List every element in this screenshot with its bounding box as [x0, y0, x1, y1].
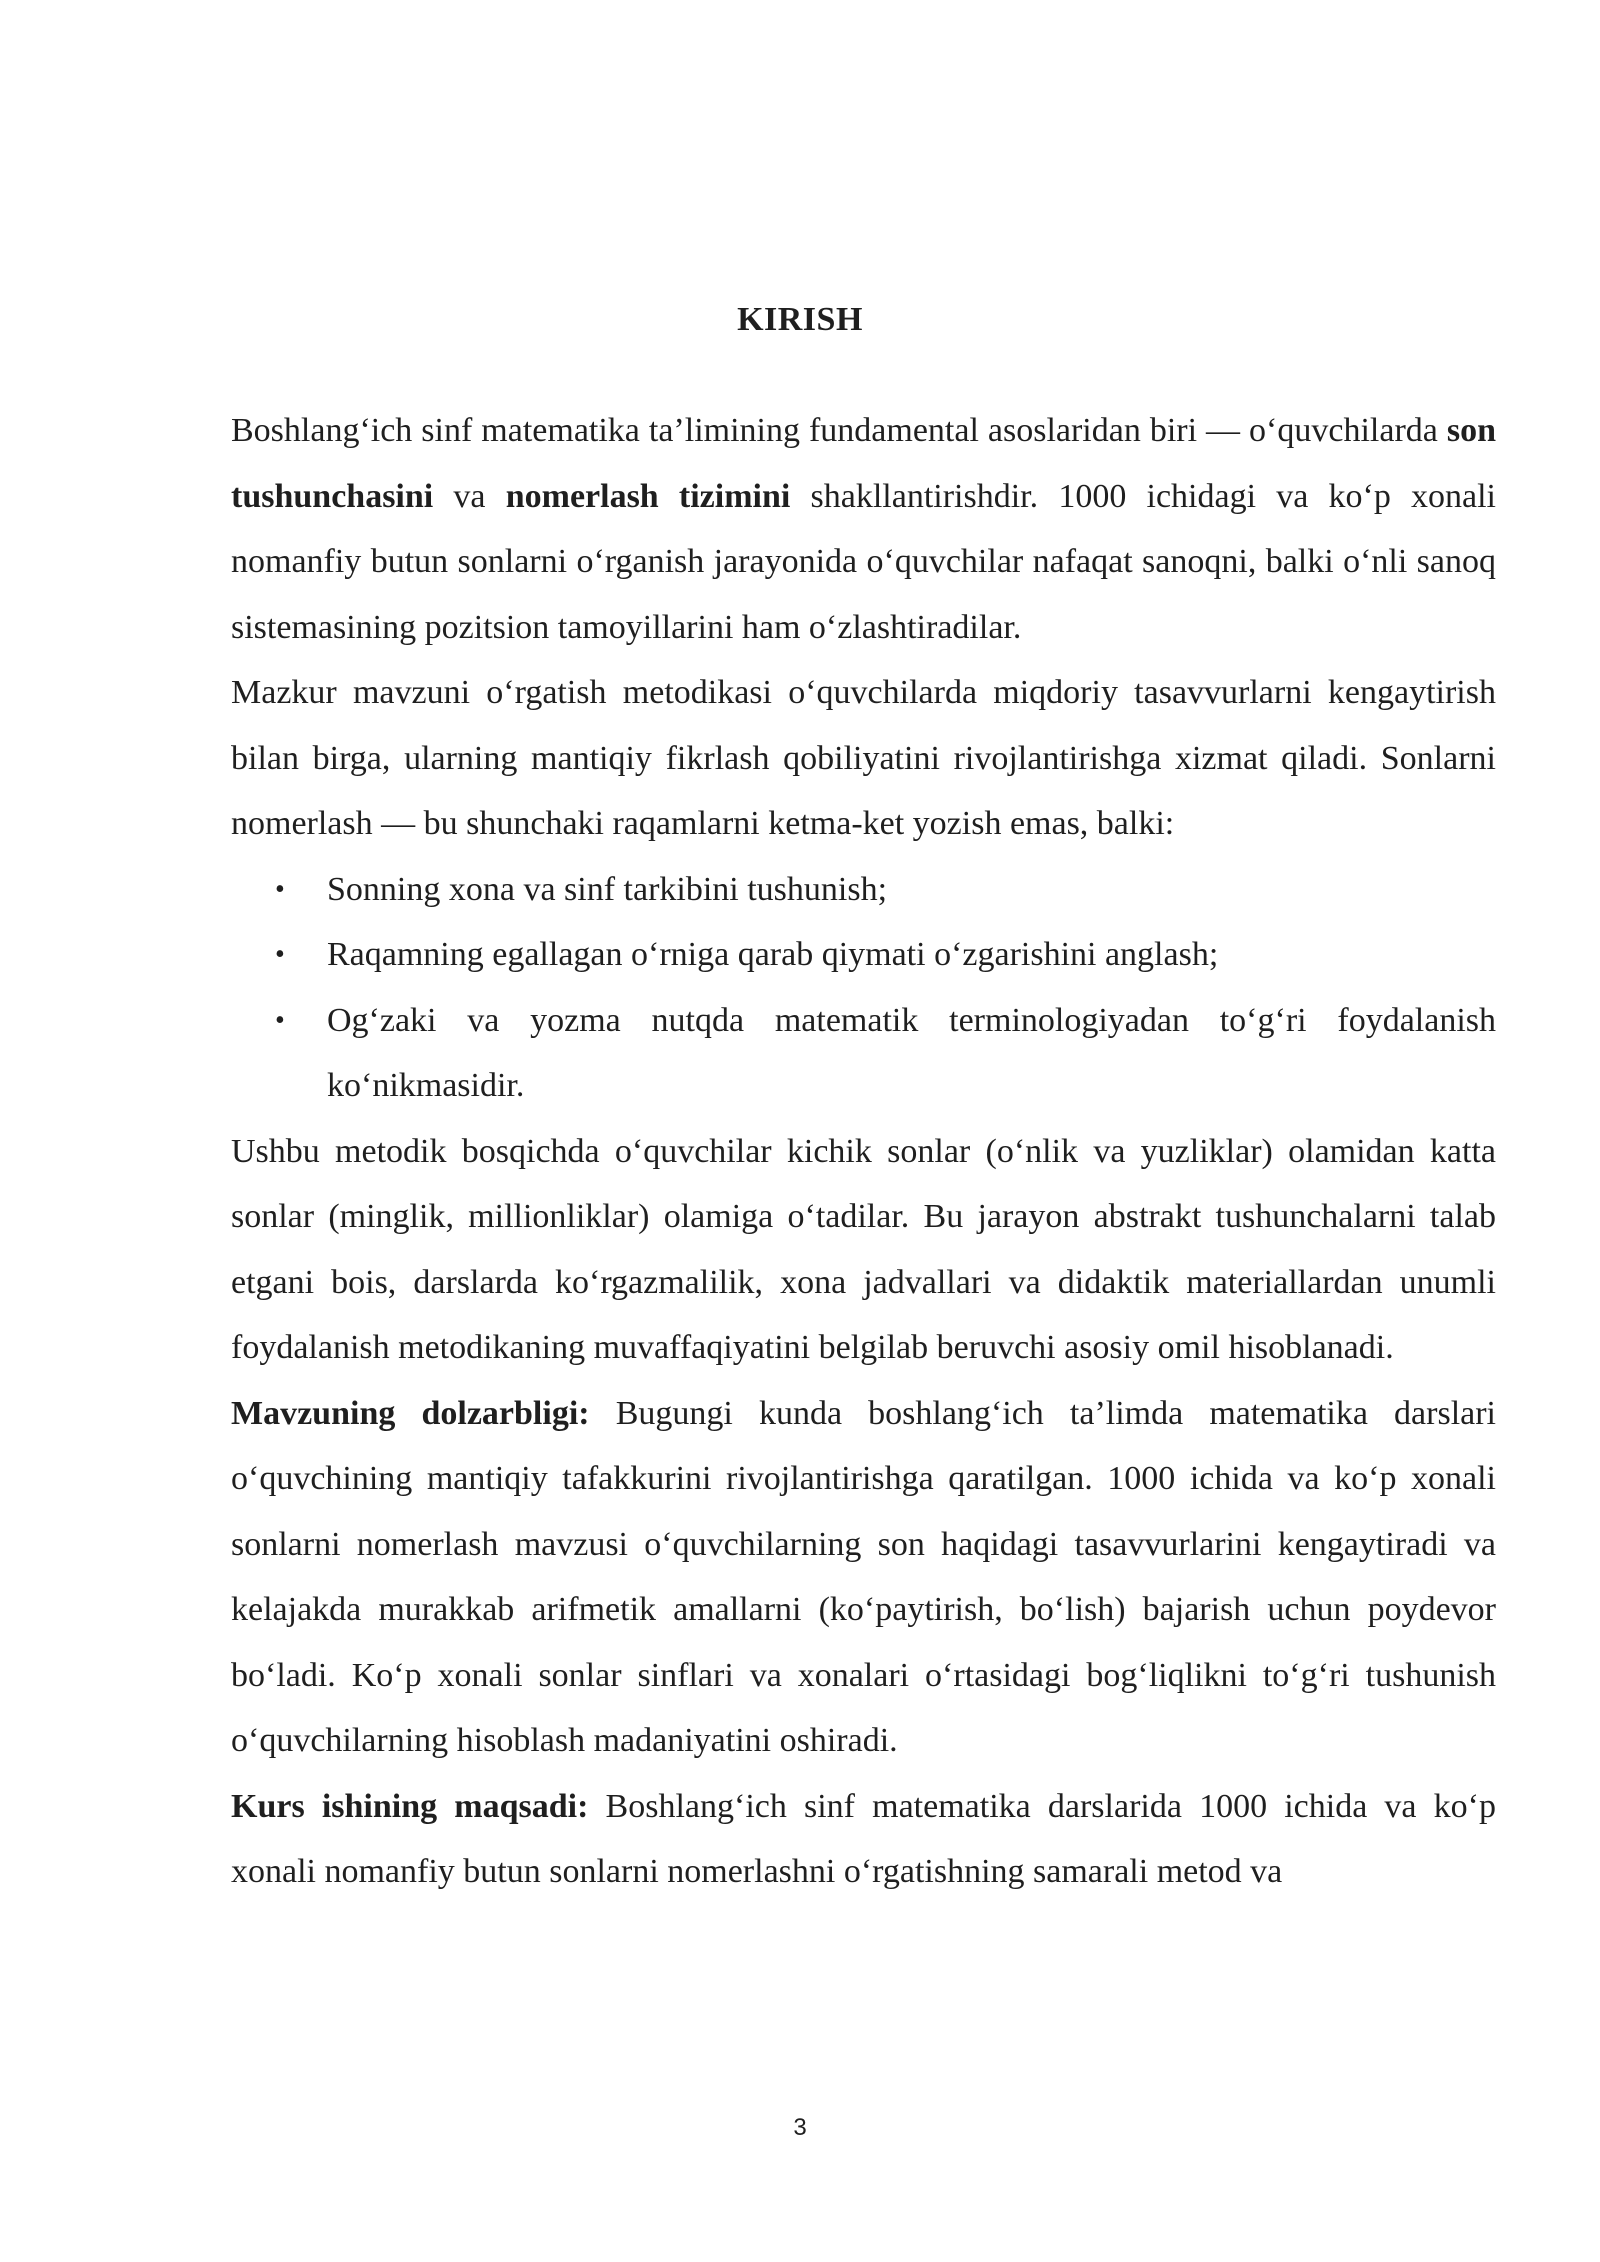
goal-label: Kurs ishining maqsadi:: [231, 1787, 589, 1825]
stage-paragraph: Ushbu metodik bosqichda o‘quvchilar kichik sonlar (o‘nlik va yuzliklar) olamidan katta sonlar (minglik, millionliklar) olamiga o‘tadilar. Bu jarayon abstrakt tushunchalarni talab etgani bois, darslarda ko‘rgazmalilik, xona jadvallari va didaktik materiallardan unumli foydalanish metodikaning muvaffaqiyatini belgilab beruvchi asosiy omil hisoblanadi.: [231, 1132, 1496, 1366]
intro-bold-term-2: nomerlash tizimini: [505, 477, 791, 515]
goal-paragraph: [231, 1774, 1496, 1905]
document-body: [231, 398, 1496, 1905]
goal-text: Boshlang‘ich sinf matematika darslarida 1000 ichida va ko‘p xonali nomanfiy butun sonlarni nomerlashni o‘rgatishning samarali metod va: [231, 1787, 1496, 1890]
intro-paragraph: [231, 398, 1496, 660]
intro-bold-term-1: son tushunchasini: [231, 412, 1496, 515]
bullet-list: [231, 857, 1496, 1119]
intro-text-2: va: [433, 477, 506, 515]
intro-text-1: Boshlang‘ich sinf matematika ta’limining fundamental asoslaridan biri — o‘quvchilarda: [231, 412, 1447, 449]
bullet-item: • Og‘zaki va yozma nutqda matematik terminologiyadan to‘g‘ri foydalanish ko‘nikmasidir.: [327, 988, 1496, 1119]
intro-text-3: shakllantirishdir. 1000 ichidagi va ko‘p xonali nomanfiy butun sonlarni o‘rganish jarayonida o‘quvchilar nafaqat sanoqni, balki o‘nli sanoq sistemasining pozitsion tamoyillarini ham o‘zlashtiradilar.: [231, 477, 1496, 646]
relevance-label: Mavzuning dolzarbligi:: [231, 1394, 590, 1432]
page-number: 3: [793, 2114, 807, 2141]
section-heading: KIRISH: [737, 301, 863, 338]
method-paragraph: Mazkur mavzuni o‘rgatish metodikasi o‘quvchilarda miqdoriy tasavvurlarni kengaytirish bilan birga, ularning mantiqiy fikrlash qobiliyatini rivojlantirishga xizmat qiladi. Sonlarni nomerlash — bu shunchaki raqamlarni ketma-ket yozish emas, balki:: [231, 674, 1496, 842]
bullet-item: • Raqamning egallagan o‘rniga qarab qiymati o‘zgarishini anglash;: [327, 922, 1496, 988]
bullet-item: • Sonning xona va sinf tarkibini tushunish;: [327, 857, 1496, 923]
relevance-paragraph: [231, 1381, 1496, 1774]
relevance-text: Bugungi kunda boshlang‘ich ta’limda matematika darslari o‘quvchining mantiqiy tafakkurini rivojlantirishga qaratilgan. 1000 ichida va ko‘p xonali sonlarni nomerlash mavzusi o‘quvchilarning son haqidagi tasavvurlarini kengaytiradi va kelajakda murakkab arifmetik amallarni (ko‘paytirish, bo‘lish) bajarish uchun poydevor bo‘ladi. Ko‘p xonali sonlar sinflari va xonalari o‘rtasidagi bog‘liqlikni to‘g‘ri tushunish o‘quvchilarning hisoblash madaniyatini oshiradi.: [231, 1394, 1496, 1759]
